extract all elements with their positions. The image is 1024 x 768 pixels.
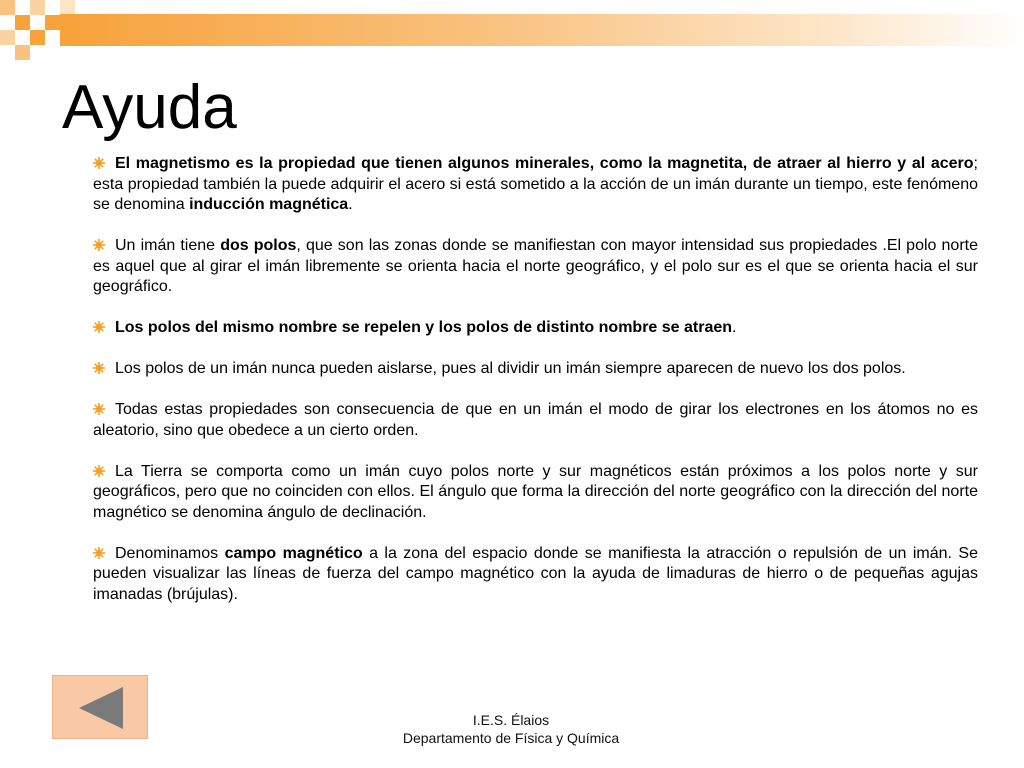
deco-square (30, 0, 45, 15)
back-button[interactable] (52, 675, 148, 739)
footer (380, 711, 642, 747)
text-segment: La Tierra se comporta como un imán cuyo polos norte y sur magnéticos están próximos a los polos norte y sur geográficos, pero que no coinciden con ellos. El ángulo que forma la dirección del norte geográfico con la dirección del norte magnético se denomina ángulo de declinación. (93, 462, 978, 521)
sun-bullet-icon (93, 321, 105, 333)
bullet-paragraph (93, 318, 978, 339)
bold-text-segment: Los polos del mismo nombre se repelen y los polos de distinto nombre se atraen (115, 319, 733, 336)
sun-bullet-icon (93, 239, 105, 251)
bullet-paragraph (93, 359, 978, 380)
deco-square (45, 15, 60, 30)
sun-bullet-icon (93, 362, 105, 374)
left-triangle-icon (77, 685, 125, 731)
sun-bullet-icon (93, 403, 105, 415)
sun-bullet-icon (93, 465, 105, 477)
text-segment: . (732, 319, 737, 336)
bullet-paragraph (93, 462, 978, 524)
footer-school: I.E.S. Élaios (472, 712, 550, 728)
text-segment: ; esta propiedad también la puede adquirir el acero si está sometido a la acción de un imán durante un tiempo, este fenómeno se denomina (93, 155, 978, 213)
bullet-paragraph (93, 400, 978, 441)
bold-text-segment: inducción magnética (189, 196, 349, 213)
bold-text-segment: campo magnético (224, 544, 363, 562)
bullet-paragraph (93, 236, 978, 298)
text-segment: a la zona del espacio donde se manifiesta la atracción o repulsión de un imán. Se pueden visualizar las líneas de fuerza del campo magnético con la ayuda de limaduras de hierro o de pequeñas agujas imanadas (brújulas). (93, 544, 979, 603)
text-segment: Un imán tiene (115, 237, 221, 254)
text-segment: . (348, 196, 353, 213)
header-gradient-band (60, 14, 1024, 46)
deco-square (15, 15, 30, 30)
deco-square (30, 30, 45, 45)
sun-bullet-icon (93, 157, 105, 169)
text-segment: Todas estas propiedades son consecuencia de que en un imán el modo de girar los electrones en los átomos no es aleatorio, sino que obedece a un cierto orden. (93, 401, 978, 439)
text-segment: Los polos de un imán nunca pueden aislarse, pues al dividir un imán siempre aparecen de nuevo los dos polos. (115, 360, 906, 377)
bullet-paragraph (93, 154, 978, 216)
text-segment: Denominamos (115, 544, 225, 562)
deco-square (0, 0, 15, 15)
deco-square (60, 0, 75, 14)
bold-text-segment: dos polos (220, 237, 297, 254)
deco-square (15, 45, 30, 60)
sun-bullet-icon (93, 547, 105, 559)
slide-content (93, 154, 978, 626)
footer-department: Departamento de Física y Química (402, 730, 620, 746)
bullet-paragraph (93, 544, 978, 606)
text-segment: , que son las zonas donde se manifiestan con mayor intensidad sus propiedades .El polo norte es aquel que al girar el imán libremente se orienta hacia el norte geográfico, y el polo sur es el que se orienta hacia el sur geográfico. (93, 237, 979, 295)
slide-title: Ayuda (62, 73, 237, 142)
deco-square (0, 30, 15, 45)
bold-text-segment: El magnetismo es la propiedad que tienen algunos minerales, como la magnetita, de atraer al hierro y al acero (115, 155, 974, 172)
